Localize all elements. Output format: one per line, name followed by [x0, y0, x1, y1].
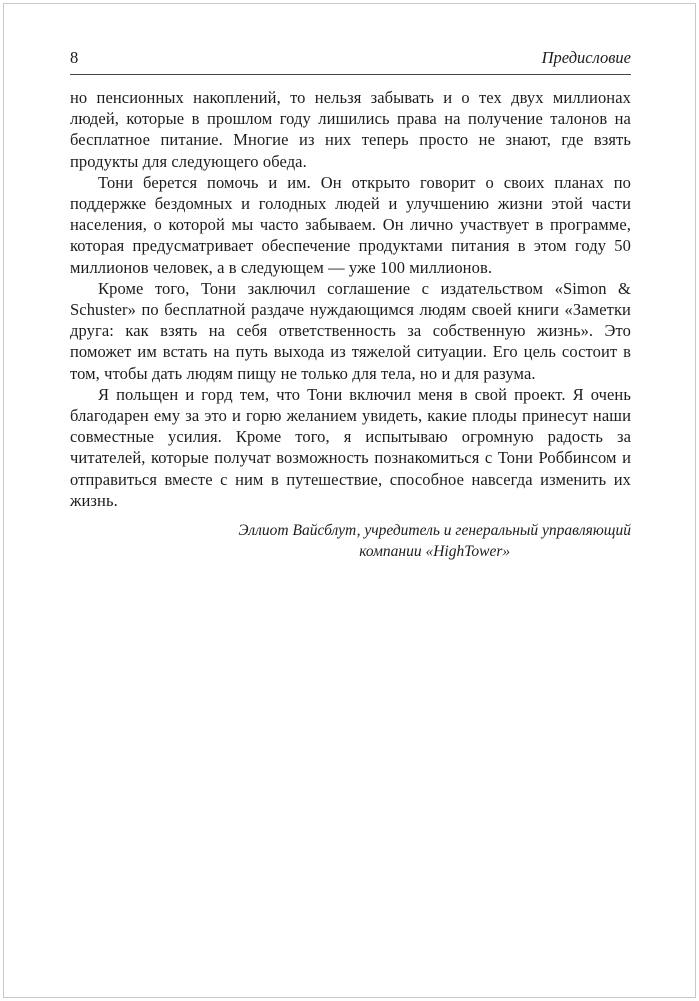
- paragraph: но пенсионных накоплений, то нельзя забывать и о тех двух миллионах людей, которые в прошлом году лишились права на получение талонов на бесплатное питание. Многие из них теперь просто не знают, где взять продукты для следующего обеда.: [70, 88, 631, 171]
- paragraph: Кроме того, Тони заключил соглашение с издательством «Simon & Schuster» по бесплатной раздаче нуждающимся людям своей книги «Заметки друга: как взять на себя ответственность за собственную жизнь». Это поможет им встать на путь выхода из тяжелой ситуации. Его цель состоит в том, чтобы дать людям пищу не только для тела, но и для разума.: [70, 278, 631, 383]
- running-head: [70, 48, 631, 75]
- page-content: [70, 48, 631, 562]
- body-text: [70, 87, 631, 511]
- page-number: 8: [70, 48, 79, 67]
- signature-block: [238, 520, 631, 562]
- chapter-title: Предисловие: [541, 48, 631, 67]
- paragraph: Я польщен и горд тем, что Тони включил меня в свой проект. Я очень благодарен ему за это и горю желанием увидеть, какие плоды принесут наши совместные усилия. Кроме того, я испытываю огромную радость за читателей, которые получат возможность познакомиться с Тони Роббинсом и отправиться вместе с ним в путешествие, способное навсегда изменить их жизнь.: [70, 384, 631, 510]
- paragraph: Тони берется помочь и им. Он открыто говорит о своих планах по поддержке бездомных и голодных людей и улучшению жизни этой части населения, о которой мы часто забываем. Он лично участвует в программе, которая предусматривает обеспечение продуктами питания в этом году 50 миллионов человек, а в следующем — уже 100 миллионов.: [70, 172, 631, 277]
- signature-line-2: компании «HighTower»: [359, 543, 511, 561]
- signature-line-1: Эллиот Вайсблут, учредитель и генеральный управляющий: [238, 522, 631, 540]
